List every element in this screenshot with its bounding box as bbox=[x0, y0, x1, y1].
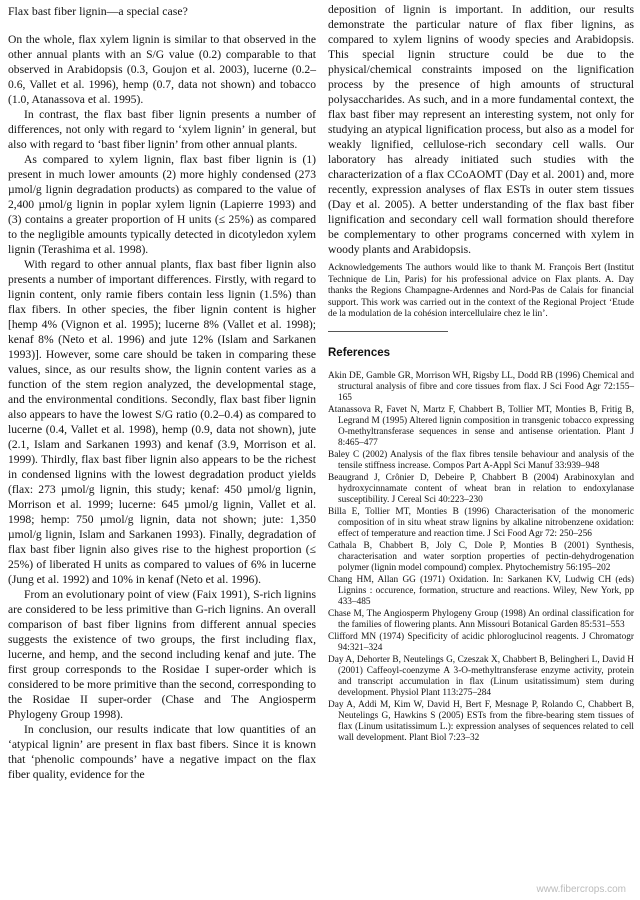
paragraph-2: In contrast, the flax bast fiber lignin presents a number of differences, not only with regard to ‘xylem lignin’ in general, but also with regard to ‘bast fiber lignin’ from other annual plants. bbox=[8, 108, 316, 151]
reference-item: Chase M, The Angiosperm Phylogeny Group (1998) An ordinal classification for the families of flowering plants. Ann Missouri Botanical Garden 85:531–553 bbox=[328, 608, 634, 630]
paragraph-4: With regard to other annual plants, flax bast fiber lignin also presents a number of important differences. Firstly, with regard to lignin content, only ramie fibers contain less lignin (1.5%) than flax fibers. In other species, the fiber lignin content is higher [hemp 4% (Vignon et al. 1995); lucerne 8% (Vallet et al. 1998); kenaf 8% (Neto et al. 1996) and jute 12% (Islam and Sarkanen 1993)]. However, some care should be taken in comparing these values, since, as our results show, the lignin content varies as a function of the stem region analyzed, the developmental stage, and the environmental conditions. Secondly, flax bast fiber lignin also appears to have the lowest S/G ratio (0.2–0.4) as compared to lucerne (0.4, Vallet et al. 1998), hemp (0.9, data not shown), jute (2.1, Islam and Sarkanen 1993) and kenaf (3.9, Morrison et al. 1999). Thirdly, flax bast fiber lignin also appears to be the richest in condensed lignins with the lowest degradation product yields (flax: 273 µmol/g lignin, this study; kenaf: 450 µmol/g lignin, Morrison et al. 1999; lucerne: 645 µmol/g lignin, Vallet et al. 1998; hemp: 750 µmol/g lignin, data not shown; jute: 1,350 µmol/g lignin, Islam and Sarkanen 1993). Finally, degradation of flax bast fiber lignin also gives rise to the highest proportion (≤ 25%) of liberated H units as compared to values of 6% in lucerne (Jung et al. 1992) and 10% in kenaf (Neto et al. 1996). bbox=[8, 258, 316, 586]
reference-item: Baley C (2002) Analysis of the flax fibres tensile behaviour and analysis of the tensile stiffness increase. Compos Part A-Appl Sci Manuf 33:939–948 bbox=[328, 449, 634, 471]
reference-item: Akin DE, Gamble GR, Morrison WH, Rigsby LL, Dodd RB (1996) Chemical and structural analysis of fibre and core tissues from flax. J Sci Food Agr 72:155–165 bbox=[328, 370, 634, 403]
left-column bbox=[8, 2, 316, 782]
paragraph-1: On the whole, flax xylem lignin is similar to that observed in the other annual plants with an S/G value (0.2) comparable to that observed in Arabidopsis (0.3, Goujon et al. 2003), lucerne (0.2–0.6, Vallet et al. 1996), hemp (0.7, data not shown) and tobacco (1.0, Atanassova et al. 1995). bbox=[8, 33, 316, 106]
divider bbox=[328, 331, 448, 332]
acknowledgements: Acknowledgements The authors would like to thank M. François Bert (Institut Technique de Lin, Paris) for his professional advice on Flax plants. A. Day thanks the Regions Champagne-Ardennes and Nord-Pas de Calais for financial support. This work was carried out in the context of the Regional Project ‘Etude de la modulation de la cohésion intercellulaire chez le lin’. bbox=[328, 263, 634, 320]
references-heading: References bbox=[328, 346, 391, 359]
section-heading: Flax bast fiber lignin—a special case? bbox=[8, 4, 188, 18]
reference-item: Atanassova R, Favet N, Martz F, Chabbert B, Tollier MT, Monties B, Fritig B, Legrand M (1995) Altered lignin composition in transgenic tobacco expressing O-methyltransferase sequences in sense and antisense orientation. Plant J 8:465–477 bbox=[328, 404, 634, 448]
paragraph-6: In conclusion, our results indicate that low quantities of an ‘atypical lignin’ are present in flax bast fibers. Since it is known that ‘phenolic compounds’ have a negative impact on the flax fiber quality, evidence for the bbox=[8, 723, 316, 781]
paragraph-continued: deposition of lignin is important. In addition, our results demonstrate the particular nature of flax fiber lignins, as compared to xylem lignins of woody species and Arabidopsis. This special lignin structure could be due to the physical/chemical constraints imposed on the lignification process by the presence of high amounts of structural polysaccharides. As such, and in a more fundamental context, the flax bast fiber may represent an interesting system, not only for studying an atypical lignification process, but also as a model for weakly lignified, cellulose-rich secondary cell walls. Our laboratory has already initiated such studies with the characterization of a flax CCoAOMT (Day et al. 2001) and, more recently, expression analyses of flax ESTs in outer stem tissues (Day et al. 2005). A better understanding of the flax bast fiber lignification and secondary cell wall formation should therefore be complementary to other programs concerned with xylem in woody plants and Arabidopsis. bbox=[328, 3, 634, 256]
reference-item: Cathala B, Chabbert B, Joly C, Dole P, Monties B (2001) Synthesis, characterisation and water sorption properties of pectin-dehydrogenation polymer (lignin model compound) complex. Phytochemistry 56:195–202 bbox=[328, 540, 634, 573]
right-column bbox=[328, 2, 634, 745]
reference-item: Chang HM, Allan GG (1971) Oxidation. In: Sarkanen KV, Ludwig CH (eds) Lignins : occurence, formation, structure and reactions. Wiley, New York, pp 433–485 bbox=[328, 574, 634, 607]
reference-item: Day A, Dehorter B, Neutelings G, Czeszak X, Chabbert B, Belingheri L, David H (2001) Caffeoyl-coenzyme A 3-O-methyltransferase enzyme activity, protein and transcript accumulation in flax (Linum usitatissimum) stem during development. Physiol Plant 113:275–284 bbox=[328, 654, 634, 698]
paragraph-3: As compared to xylem lignin, flax bast fiber lignin is (1) present in much lower amounts (2) more highly condensed (273 µmol/g lignin degradation products) as compared to the value of 2,400 µmol/g lignin in poplar xylem lignin (Lapierre 1993) and (3) contains a greater proportion of H units (≤ 25%) as compared to the negligible amounts typically detected in dicotyledon xylem lignin (Terashima et al. 1998). bbox=[8, 153, 316, 256]
watermark: www.fibercrops.com bbox=[536, 884, 626, 895]
reference-item: Beaugrand J, Crônier D, Debeire P, Chabbert B (2004) Arabinoxylan and hydroxycinnamate content of wheat bran in relation to endoxylanase susceptibility. J Cereal Sci 40:223–230 bbox=[328, 472, 634, 505]
paragraph-5: From an evolutionary point of view (Faix 1991), S-rich lignins are considered to be less primitive than G-rich lignins. An overall comparison of bast fiber lignins from different annual species suggests the existence of two groups, the first including flax, lucerne, and hemp, and the second including kenaf and jute. The first group corresponds to the Rosidae I super-order which is considered to be more primitive than the second, corresponding to the Rosidae II super-order (Chase and The Angiosperm Phylogeny Group 1998). bbox=[8, 588, 316, 721]
reference-item: Billa E, Tollier MT, Monties B (1996) Characterisation of the monomeric composition of in situ wheat straw lignins by alkaline nitrobenzene oxidation: effect of temperature and reaction time. J Sci Food Agr 72: 250–256 bbox=[328, 506, 634, 539]
reference-item: Clifford MN (1974) Specificity of acidic phloroglucinol reagents. J Chromatogr 94:321–324 bbox=[328, 631, 634, 653]
reference-item: Day A, Addi M, Kim W, David H, Bert F, Mesnage P, Rolando C, Chabbert B, Neutelings G, Hawkins S (2005) ESTs from the fibre-bearing stem tissues of flax (Linum usitatissimum L.): expression analyses of sequences related to cell wall development. Plant Biol 7:23–32 bbox=[328, 699, 634, 743]
reference-list bbox=[328, 371, 634, 744]
